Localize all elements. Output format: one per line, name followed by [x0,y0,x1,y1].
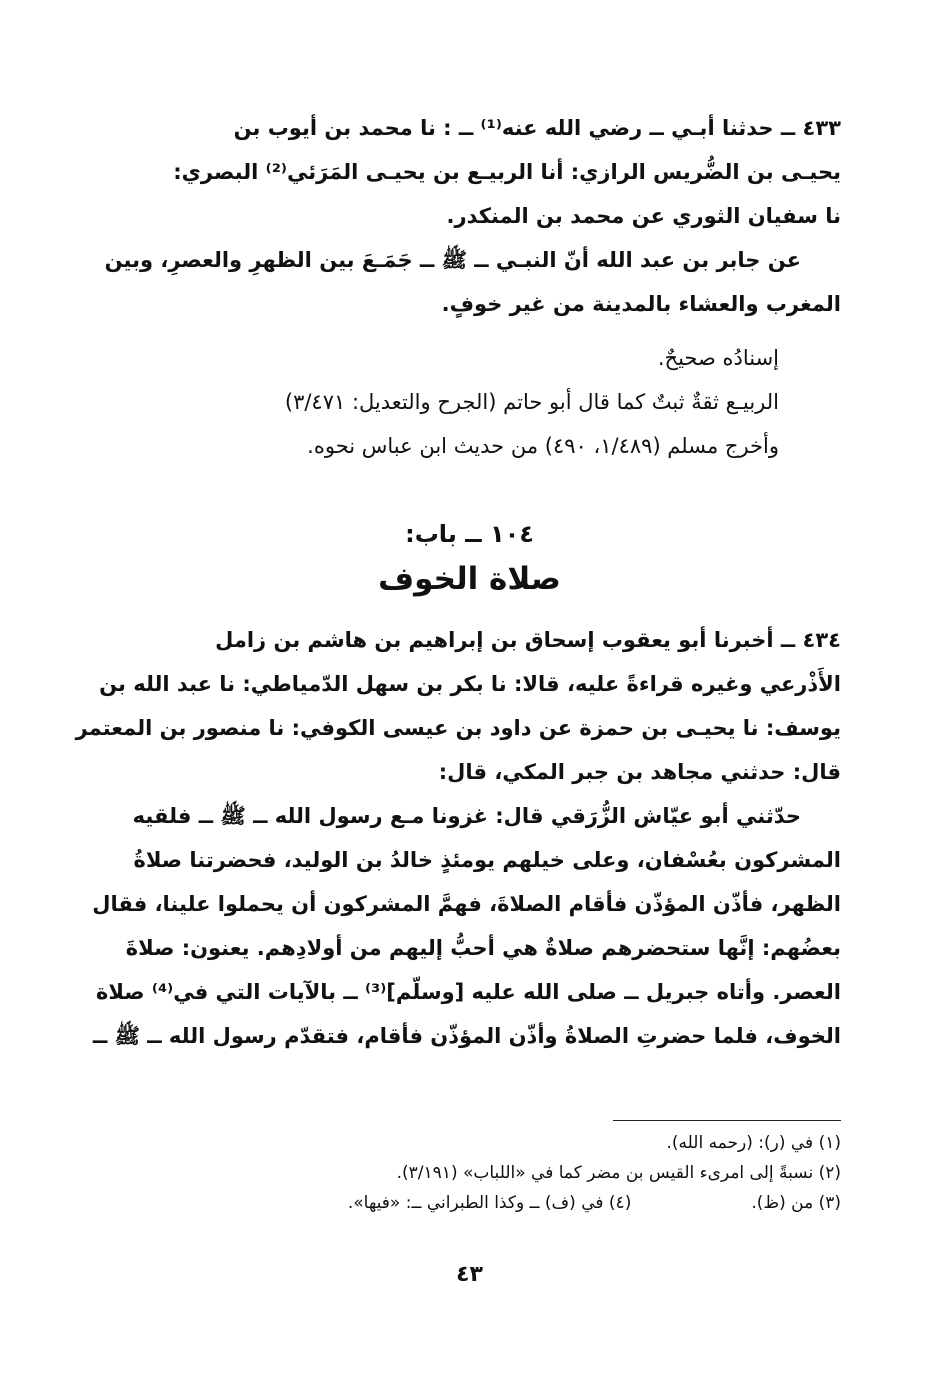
hadith-433-line-3: نا سفيان الثوري عن محمد بن المنكدر. [446,204,841,228]
hadith-434-line-4: قال: حدثني مجاهد بن جبر المكي، قال: [438,760,841,784]
hadith-434-line-2: الأَذْرعي وغيره قراءةً عليه، قالا: نا بكر بن سهل الدّمياطي: نا عبد الله بن [99,672,841,696]
hadith-434-line-3: يوسف: نا يحيـى بن حمزة عن داود بن عيسى الكوفي: نا منصور بن المعتمر [75,716,841,740]
takhrij-note: وأخرج مسلم (١/٤٨٩، ٤٩٠) من حديث ابن عباس نحوه. [307,434,779,458]
hadith-433 [104,106,841,326]
hadith-433-line-4: عن جابر بن عبد الله أنّ النبـي ــ ﷺ ــ جَمَـعَ بين الظهرِ والعصرِ، وبين [104,248,801,272]
hadith-434-line-9: العصر. وأتاه جبريل ــ صلى الله عليه [وسلّم]⁽³⁾ ــ بالآيات التي في⁽⁴⁾ صلاة [95,980,841,1004]
footnote-row-3-4 [141,1188,841,1218]
hadith-433-line-2: يحيـى بن الضُّريس الرازي: أنا الربيـع بن يحيـى المَرَئي⁽²⁾ البصري: [173,160,841,184]
hadith-433-notes [141,336,841,468]
footnote-divider [613,1120,841,1121]
hadith-433-line-1: ٤٣٣ ــ حدثنا أبـي ــ رضي الله عنه⁽¹⁾ ــ : نا محمد بن أيوب بن [233,116,841,140]
chapter-number: ١٠٤ ــ باب: [405,520,534,548]
hadith-434-line-6: المشركون بعُسْفان، وعلى خيلهم يومئذٍ خالدُ بن الوليد، فحضرتنا صلاةُ [133,848,841,872]
footnotes [141,1128,841,1218]
hadith-434-line-1: ٤٣٤ ــ أخبرنا أبو يعقوب إسحاق بن إبراهيم بن هاشم بن زامل [215,628,841,652]
hadith-434 [75,618,841,1058]
footnote-2: (٢) نسبةً إلى امرىء القيس بن مضر كما في «اللباب» (٣/١٩١). [396,1163,841,1183]
hadith-433-line-5: المغرب والعشاء بالمدينة من غير خوفٍ. [441,292,841,316]
page-number: ٤٣ [456,1262,483,1287]
chapter-title: صلاة الخوف [378,561,561,597]
hadith-434-line-5: حدّثني أبو عيّاش الزُّرَقي قال: غزونا مـع رسول الله ــ ﷺ ــ فلقيه [132,804,801,828]
narrator-note: الربيـع ثقةٌ ثبتٌ كما قال أبو حاتم (الجرح والتعديل: ٣/٤٧١) [284,390,779,414]
isnad-grade: إسنادُه صحيحٌ. [657,346,779,370]
hadith-434-line-8: بعضُهم: إنَّها ستحضرهم صلاةٌ هي أحبُّ إليهم من أولادِهم. يعنون: صلاةَ [125,936,841,960]
chapter-heading [0,512,939,602]
hadith-434-line-10: الخوف، فلما حضرتِ الصلاةُ وأذّن المؤذّن فأقام، فتقدّم رسول الله ــ ﷺ ــ [92,1024,841,1048]
footnote-1: (١) في (ر): (رحمه الله). [666,1133,841,1153]
footnote-3: (٣) من (ظ). [751,1193,841,1213]
footnote-4: (٤) في (ف) ــ وكذا الطبراني ــ: «فيها». [347,1193,632,1213]
hadith-434-line-7: الظهر، فأذّن المؤذّن فأقام الصلاةَ، فهمَّ المشركون أن يحملوا علينا، فقال [92,892,841,916]
